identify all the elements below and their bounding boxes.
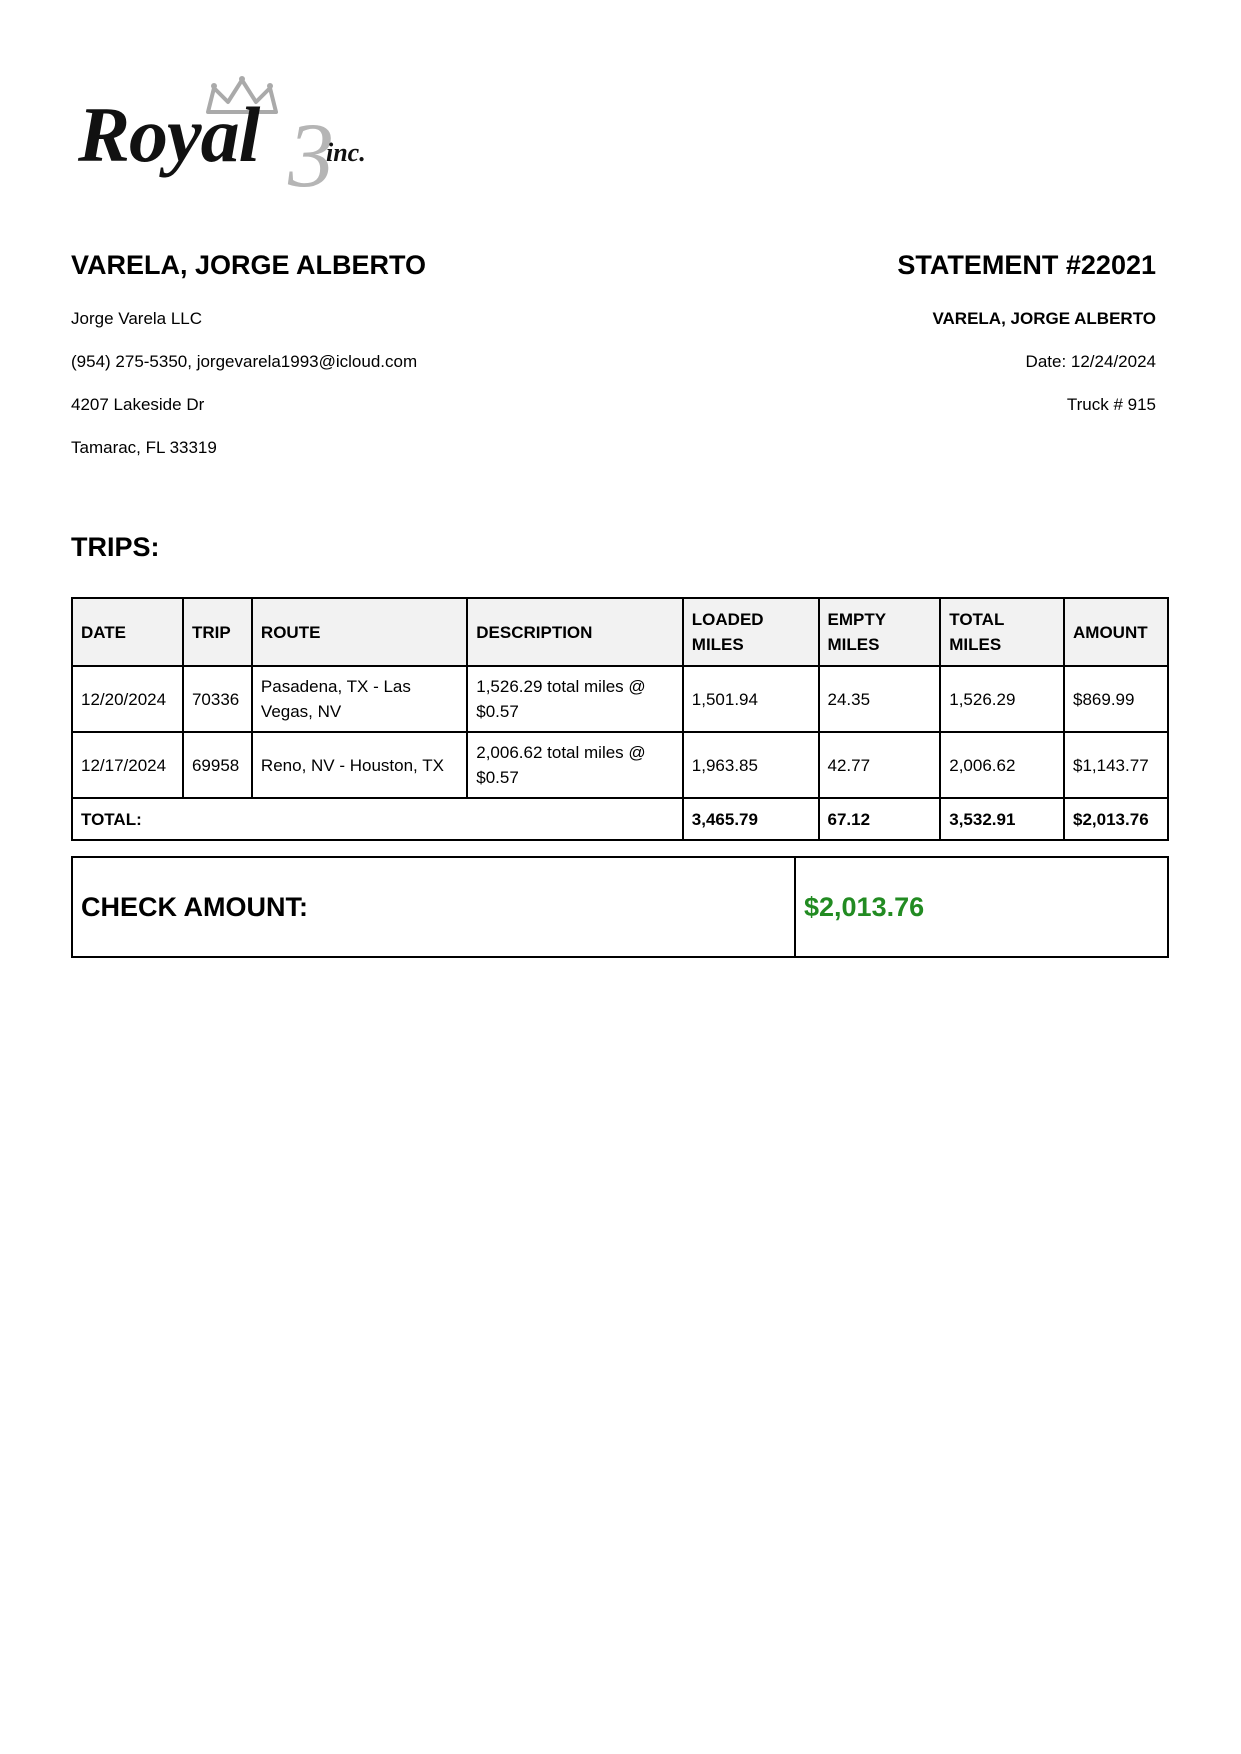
table-row xyxy=(72,666,1168,732)
company-logo xyxy=(78,76,388,206)
totals-row xyxy=(72,798,1168,840)
driver-contact: (954) 275-5350, jorgevarela1993@icloud.com xyxy=(71,352,418,371)
trips-table xyxy=(71,597,1169,841)
table-header-row xyxy=(72,598,1168,666)
cell-description: 2,006.62 total miles @ $0.57 xyxy=(467,732,683,798)
driver-street: 4207 Lakeside Dr xyxy=(71,395,205,414)
cell-loaded-miles: 1,963.85 xyxy=(683,732,819,798)
col-header-route: ROUTE xyxy=(252,598,467,666)
cell-empty-miles: 42.77 xyxy=(819,732,941,798)
cell-trip: 70336 xyxy=(183,666,252,732)
cell-date: 12/20/2024 xyxy=(72,666,183,732)
check-amount-label: CHECK AMOUNT: xyxy=(72,857,795,957)
trips-heading: TRIPS: xyxy=(71,532,160,562)
cell-route: Reno, NV - Houston, TX xyxy=(252,732,467,798)
driver-city: Tamarac, FL 33319 xyxy=(71,438,217,457)
col-header-empty-miles: EMPTY MILES xyxy=(819,598,941,666)
cell-total-miles: 2,006.62 xyxy=(940,732,1064,798)
col-header-trip: TRIP xyxy=(183,598,252,666)
check-amount-value: $2,013.76 xyxy=(795,857,1168,957)
cell-description: 1,526.29 total miles @ $0.57 xyxy=(467,666,683,732)
total-amount: $2,013.76 xyxy=(1064,798,1168,840)
statement-date: Date: 12/24/2024 xyxy=(1025,352,1156,371)
col-header-loaded-miles: LOADED MILES xyxy=(683,598,819,666)
totals-label: TOTAL: xyxy=(72,798,683,840)
statement-name: VARELA, JORGE ALBERTO xyxy=(932,309,1156,328)
total-total-miles: 3,532.91 xyxy=(940,798,1064,840)
logo-suffix: inc. xyxy=(326,138,366,167)
col-header-total-miles: TOTAL MILES xyxy=(940,598,1064,666)
driver-name-heading: VARELA, JORGE ALBERTO xyxy=(71,250,427,280)
col-header-description: DESCRIPTION xyxy=(467,598,683,666)
cell-loaded-miles: 1,501.94 xyxy=(683,666,819,732)
logo-numeral: 3 xyxy=(288,104,334,206)
statement-truck: Truck # 915 xyxy=(1066,395,1156,414)
col-header-amount: AMOUNT xyxy=(1064,598,1168,666)
logo-brand-text: Royal xyxy=(78,91,260,178)
cell-amount: $1,143.77 xyxy=(1064,732,1168,798)
driver-company: Jorge Varela LLC xyxy=(71,309,203,328)
total-loaded-miles: 3,465.79 xyxy=(683,798,819,840)
total-empty-miles: 67.12 xyxy=(819,798,941,840)
statement-title: STATEMENT #22021 xyxy=(897,250,1156,280)
cell-date: 12/17/2024 xyxy=(72,732,183,798)
col-header-date: DATE xyxy=(72,598,183,666)
cell-route: Pasadena, TX - Las Vegas, NV xyxy=(252,666,467,732)
table-row xyxy=(72,732,1168,798)
cell-total-miles: 1,526.29 xyxy=(940,666,1064,732)
cell-empty-miles: 24.35 xyxy=(819,666,941,732)
cell-trip: 69958 xyxy=(183,732,252,798)
check-amount-box xyxy=(71,856,1169,958)
cell-amount: $869.99 xyxy=(1064,666,1168,732)
